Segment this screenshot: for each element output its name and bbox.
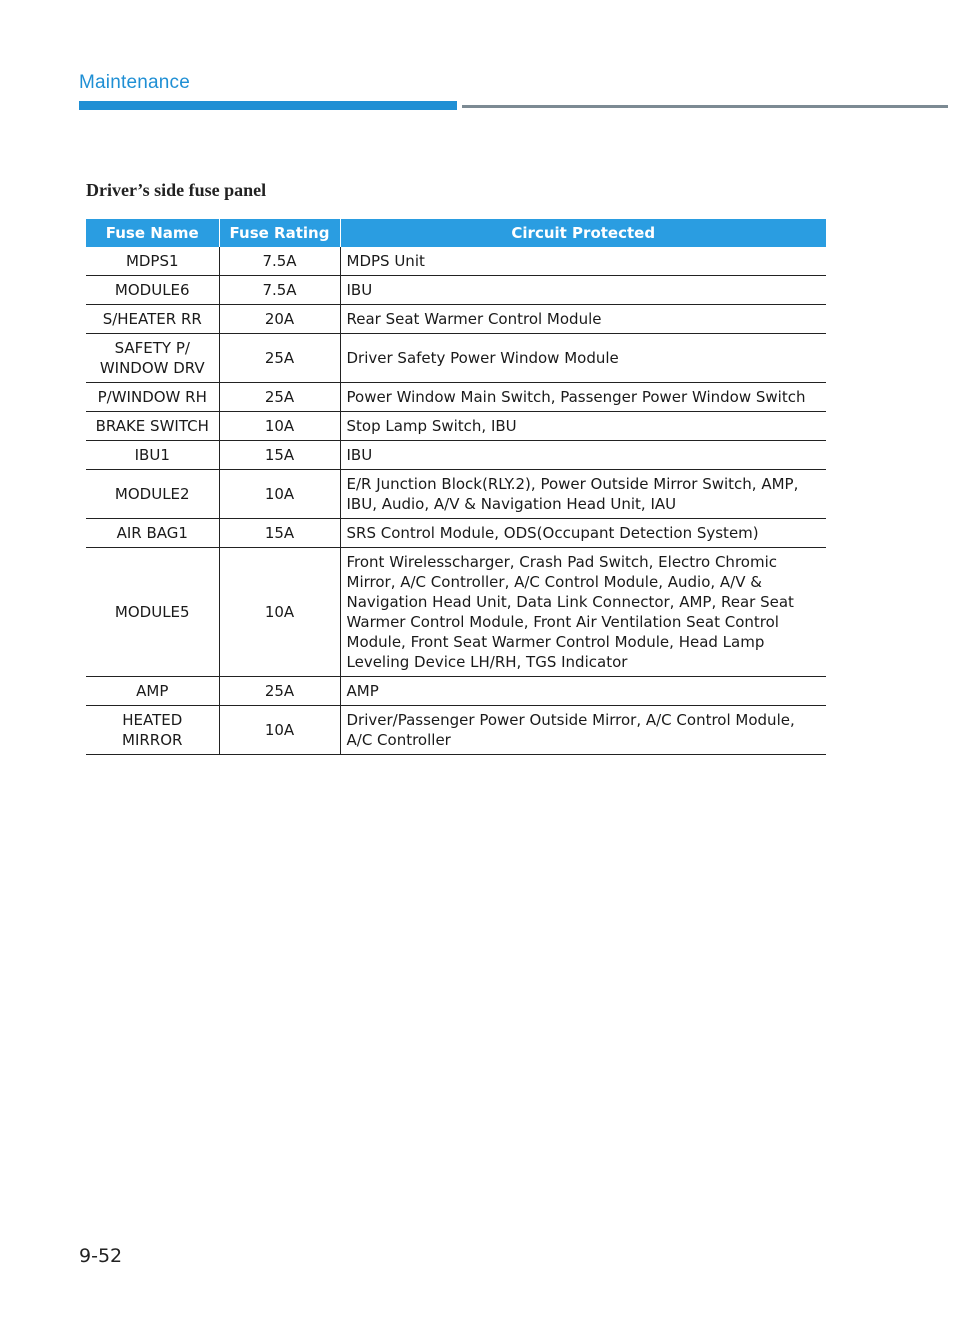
- fuse-name-cell: MDPS1: [86, 247, 219, 276]
- fuse-rating-cell: 10A: [219, 706, 340, 755]
- circuit-protected-cell: MDPS Unit: [340, 247, 826, 276]
- fuse-name-cell: MODULE6: [86, 276, 219, 305]
- circuit-protected-cell: SRS Control Module, ODS(Occupant Detection System): [340, 519, 826, 548]
- fuse-name-cell: S/HEATER RR: [86, 305, 219, 334]
- fuse-rating-cell: 7.5A: [219, 247, 340, 276]
- fuse-rating-cell: 25A: [219, 383, 340, 412]
- page-number: 9-52: [79, 1245, 123, 1267]
- fuse-name-cell: AIR BAG1: [86, 519, 219, 548]
- column-header-fuse-name: Fuse Name: [86, 219, 219, 247]
- fuse-name-cell: P/WINDOW RH: [86, 383, 219, 412]
- fuse-rating-cell: 15A: [219, 441, 340, 470]
- fuse-name-cell: BRAKE SWITCH: [86, 412, 219, 441]
- header-rule: [462, 105, 948, 108]
- circuit-protected-cell: Stop Lamp Switch, IBU: [340, 412, 826, 441]
- table-row: [86, 383, 826, 412]
- table-row: [86, 470, 826, 519]
- circuit-protected-cell: IBU: [340, 441, 826, 470]
- table-body: [86, 247, 826, 755]
- table-row: [86, 677, 826, 706]
- column-header-circuit-protected: Circuit Protected: [340, 219, 826, 247]
- fuse-rating-cell: 10A: [219, 412, 340, 441]
- table-row: [86, 519, 826, 548]
- fuse-rating-cell: 25A: [219, 334, 340, 383]
- table-row: [86, 247, 826, 276]
- fuse-table: [86, 219, 826, 755]
- table-row: [86, 305, 826, 334]
- table-row: [86, 706, 826, 755]
- section-title: Maintenance: [79, 72, 190, 93]
- panel-title: Driver’s side fuse panel: [86, 180, 267, 200]
- fuse-name-cell: HEATED MIRROR: [86, 706, 219, 755]
- table-row: [86, 412, 826, 441]
- table-header-row: [86, 219, 826, 247]
- circuit-protected-cell: Power Window Main Switch, Passenger Power Window Switch: [340, 383, 826, 412]
- fuse-name-cell: MODULE2: [86, 470, 219, 519]
- circuit-protected-cell: Driver/Passenger Power Outside Mirror, A/C Control Module, A/C Controller: [340, 706, 826, 755]
- fuse-rating-cell: 25A: [219, 677, 340, 706]
- header-accent-bar: [79, 101, 457, 110]
- column-header-fuse-rating: Fuse Rating: [219, 219, 340, 247]
- fuse-rating-cell: 7.5A: [219, 276, 340, 305]
- circuit-protected-cell: AMP: [340, 677, 826, 706]
- circuit-protected-cell: E/R Junction Block(RLY.2), Power Outside Mirror Switch, AMP, IBU, Audio, A/V & Navigation Head Unit, IAU: [340, 470, 826, 519]
- circuit-protected-cell: Front Wirelesscharger, Crash Pad Switch, Electro Chromic Mirror, A/C Controller, A/C Control Module, Audio, A/V & Navigation Head Unit, Data Link Connector, AMP, Rear Seat Warmer Control Module, Front Air Ventilation Seat Control Module, Front Seat Warmer Control Module, Head Lamp Leveling Device LH/RH, TGS Indicator: [340, 548, 826, 677]
- fuse-rating-cell: 15A: [219, 519, 340, 548]
- table-row: [86, 276, 826, 305]
- table-row: [86, 441, 826, 470]
- table-row: [86, 334, 826, 383]
- fuse-name-cell: SAFETY P/ WINDOW DRV: [86, 334, 219, 383]
- fuse-rating-cell: 10A: [219, 548, 340, 677]
- fuse-name-cell: IBU1: [86, 441, 219, 470]
- fuse-name-cell: AMP: [86, 677, 219, 706]
- table-row: [86, 548, 826, 677]
- fuse-rating-cell: 10A: [219, 470, 340, 519]
- circuit-protected-cell: IBU: [340, 276, 826, 305]
- fuse-name-cell: MODULE5: [86, 548, 219, 677]
- circuit-protected-cell: Rear Seat Warmer Control Module: [340, 305, 826, 334]
- fuse-rating-cell: 20A: [219, 305, 340, 334]
- circuit-protected-cell: Driver Safety Power Window Module: [340, 334, 826, 383]
